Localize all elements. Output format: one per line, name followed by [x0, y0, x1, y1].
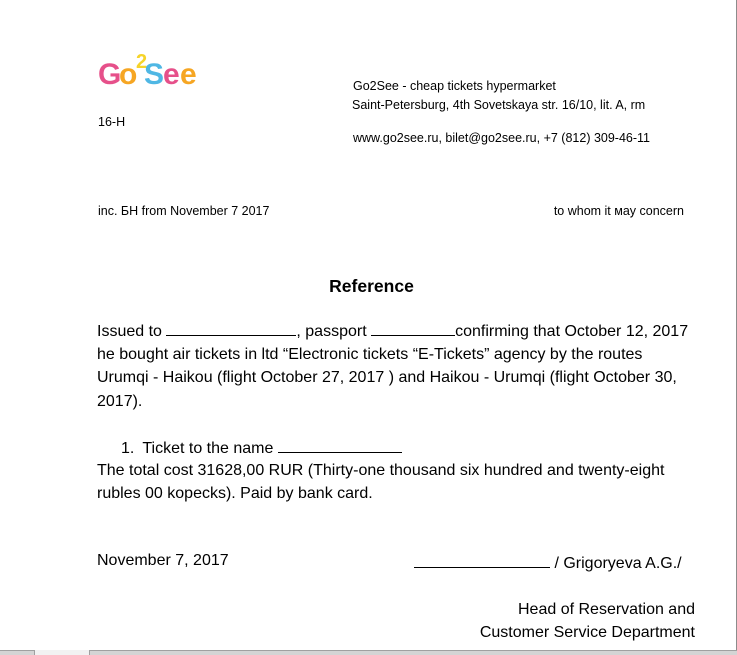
ticket-name-blank	[278, 437, 402, 453]
go2see-logo	[98, 50, 208, 92]
list-item	[121, 437, 402, 458]
list-number: 1.	[121, 440, 135, 457]
signatory-position	[480, 598, 695, 644]
name-blank	[166, 320, 296, 336]
company-address: Saint-Petersburg, 4th Sovetskaya str. 16/10, lit. A, rm	[352, 98, 646, 112]
body-paragraph	[97, 320, 697, 413]
document-code: 16-H	[98, 115, 126, 129]
svg-text:G: G	[98, 58, 122, 91]
incoming-number: inc. БH from November 7 2017	[98, 204, 270, 218]
signatory-name: / Grigoryeva A.G./	[550, 555, 682, 572]
svg-text:o: o	[119, 58, 138, 91]
scrollbar-thumb[interactable]	[34, 650, 90, 655]
signature-blank	[414, 552, 550, 568]
total-cost-text: The total cost 31628,00 RUR (Thirty-one thousand six hundred and twenty-eight rubles 00 kopecks). Paid by bank card.	[97, 462, 665, 503]
ticket-name-text: Ticket to the name	[142, 440, 278, 457]
svg-text:2: 2	[136, 51, 148, 73]
signature-date: November 7, 2017	[97, 552, 229, 569]
position-line-2: Customer Service Department	[479, 624, 695, 642]
passport-text: , passport	[296, 323, 372, 340]
company-contacts: www.go2see.ru, bilet@go2see.ru, +7 (812) 309-46-11	[353, 131, 651, 145]
company-info	[353, 77, 645, 115]
svg-text:e: e	[180, 58, 197, 91]
signature-line	[414, 552, 682, 573]
issued-to-text: Issued to	[97, 323, 167, 340]
svg-text:e: e	[163, 58, 180, 91]
svg-text:S: S	[144, 58, 165, 91]
horizontal-scrollbar[interactable]	[0, 650, 737, 655]
confirming-text: confirming that October 12, 2017 he bought air tickets in ltd “Electronic tickets “E-Tickets” agency by the routes Urumqi - Haikou (flight October 27, 2017 ) and Haikou - Urumqi (flight October 30, 2017).	[97, 323, 689, 410]
position-line-1: Head of Reservation and	[518, 601, 695, 618]
company-name: Go2See - cheap tickets hypermarket	[353, 79, 556, 93]
passport-blank	[371, 320, 455, 336]
addressee: to whom it мay concern	[553, 204, 684, 218]
document-title: Reference	[329, 276, 414, 296]
